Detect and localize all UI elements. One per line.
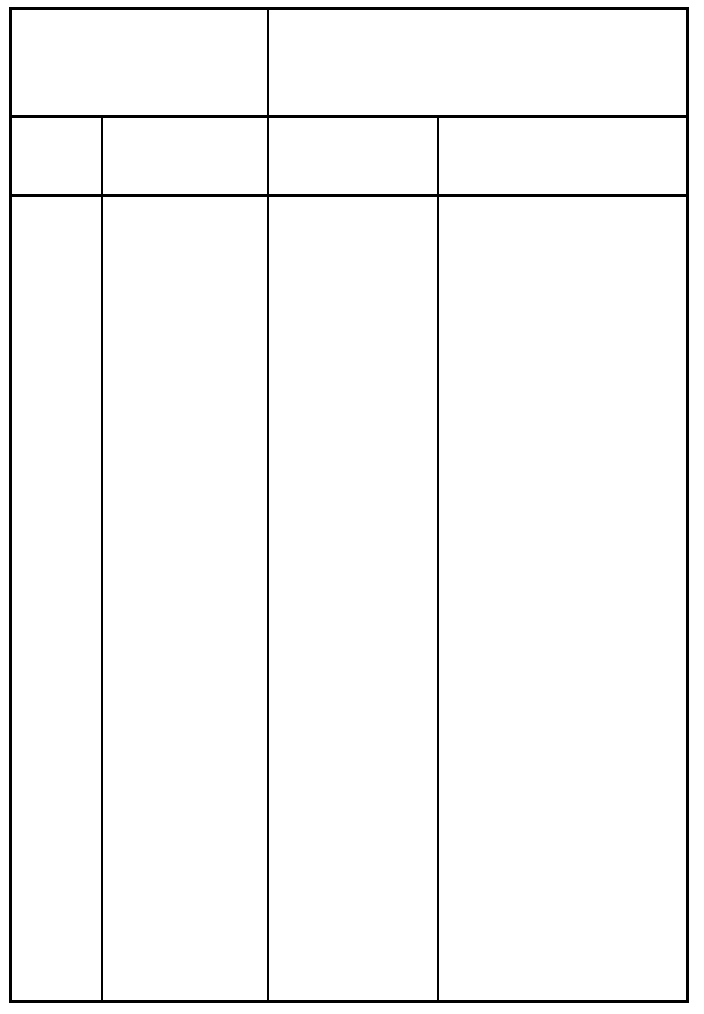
header-wire-color — [103, 118, 267, 196]
header-function — [439, 118, 686, 196]
connector-table — [9, 7, 689, 1003]
header-bottom-rule — [12, 194, 686, 197]
col-divider-pin — [101, 115, 103, 1000]
header-circuit — [269, 118, 437, 196]
table-grid — [12, 10, 686, 1000]
connector-info-label — [12, 10, 267, 115]
connector-info-details — [269, 10, 686, 115]
column-header-row — [12, 118, 686, 196]
header-pin — [12, 118, 101, 196]
col-divider-circuit — [437, 115, 439, 1000]
col-divider-color — [267, 115, 269, 1000]
